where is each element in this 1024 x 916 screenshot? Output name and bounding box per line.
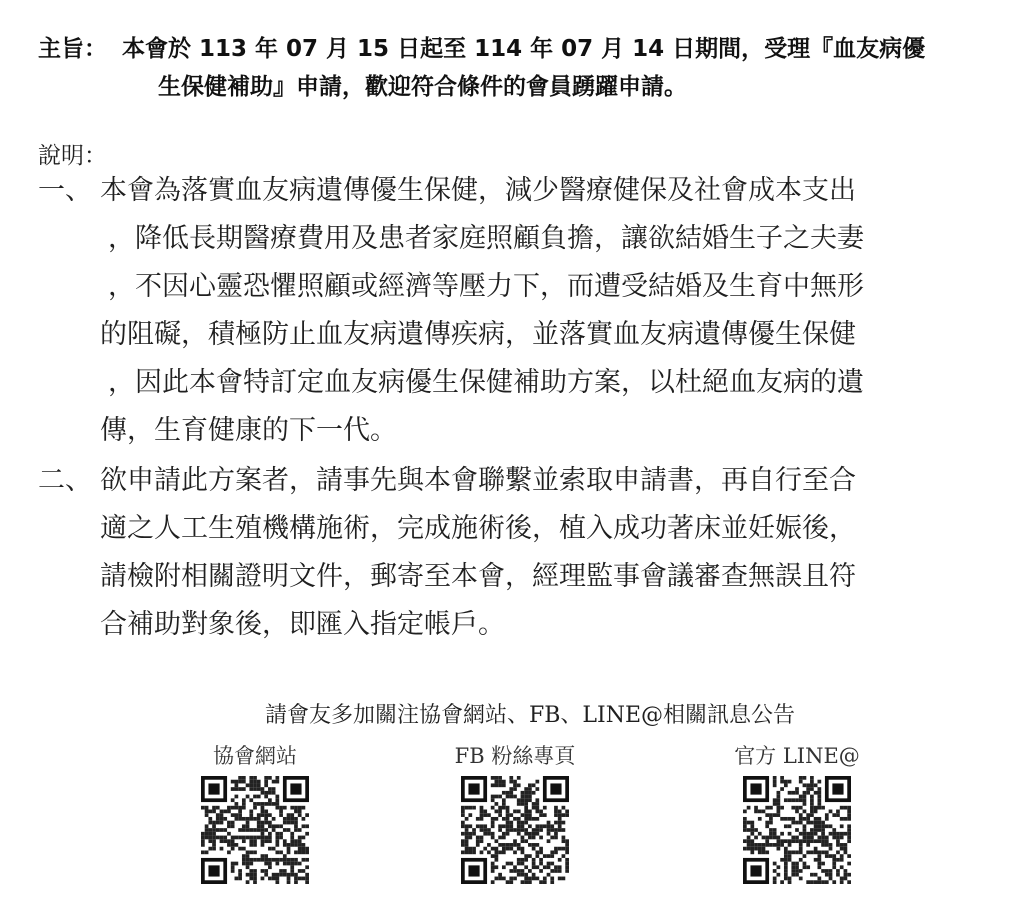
subject-line-1: 本會於 113 年 07 月 15 日起至 114 年 07 月 14 日期間，受理『血友病優 <box>122 36 926 62</box>
qr-code-icon[interactable] <box>461 776 569 884</box>
qr-code-icon[interactable] <box>201 776 309 884</box>
item-2-line-4: 合補助對象後，即匯入指定帳戶。 <box>100 609 505 640</box>
qr-label-facebook: FB 粉絲專頁 <box>454 744 576 768</box>
item-2-line-1: 欲申請此方案者，請事先與本會聯繫並索取申請書，再自行至合 <box>100 465 856 496</box>
qr-code-icon[interactable] <box>743 776 851 884</box>
item-2-marker: 二、 <box>38 465 92 496</box>
item-1-line-5: ，因此本會特訂定血友病優生保健補助方案，以杜絕血友病的遺 <box>108 367 864 398</box>
subject-label: 主旨： <box>38 36 107 62</box>
qr-label-website: 協會網站 <box>213 744 297 768</box>
item-1-line-1: 本會為落實血友病遺傳優生保健，減少醫療健保及社會成本支出 <box>100 175 856 206</box>
qr-block-facebook <box>415 742 615 884</box>
qr-block-line <box>697 742 897 884</box>
item-1-line-4: 的阻礙，積極防止血友病遺傳疾病，並落實血友病遺傳優生保健 <box>100 319 856 350</box>
qr-label-line: 官方 LINE@ <box>734 744 860 768</box>
description-heading: 說明： <box>38 143 107 169</box>
item-2-line-2: 適之人工生殖機構施術，完成施術後，植入成功著床並妊娠後， <box>100 513 856 544</box>
item-1-marker: 一、 <box>38 175 92 206</box>
subject-line-2: 生保健補助』申請，歡迎符合條件的會員踴躍申請。 <box>158 74 687 100</box>
item-1-line-6: 傳，生育健康的下一代。 <box>100 415 397 446</box>
item-1-line-3: ，不因心靈恐懼照顧或經濟等壓力下，而遭受結婚及生育中無形 <box>108 271 864 302</box>
follow-notice: 請會友多加關注協會網站、FB、LINE@相關訊息公告 <box>264 703 796 728</box>
item-1-line-2: ，降低長期醫療費用及患者家庭照顧負擔，讓欲結婚生子之夫妻 <box>108 223 864 254</box>
item-2-line-3: 請檢附相關證明文件，郵寄至本會，經理監事會議審查無誤且符 <box>100 561 856 592</box>
qr-block-website <box>155 742 355 884</box>
